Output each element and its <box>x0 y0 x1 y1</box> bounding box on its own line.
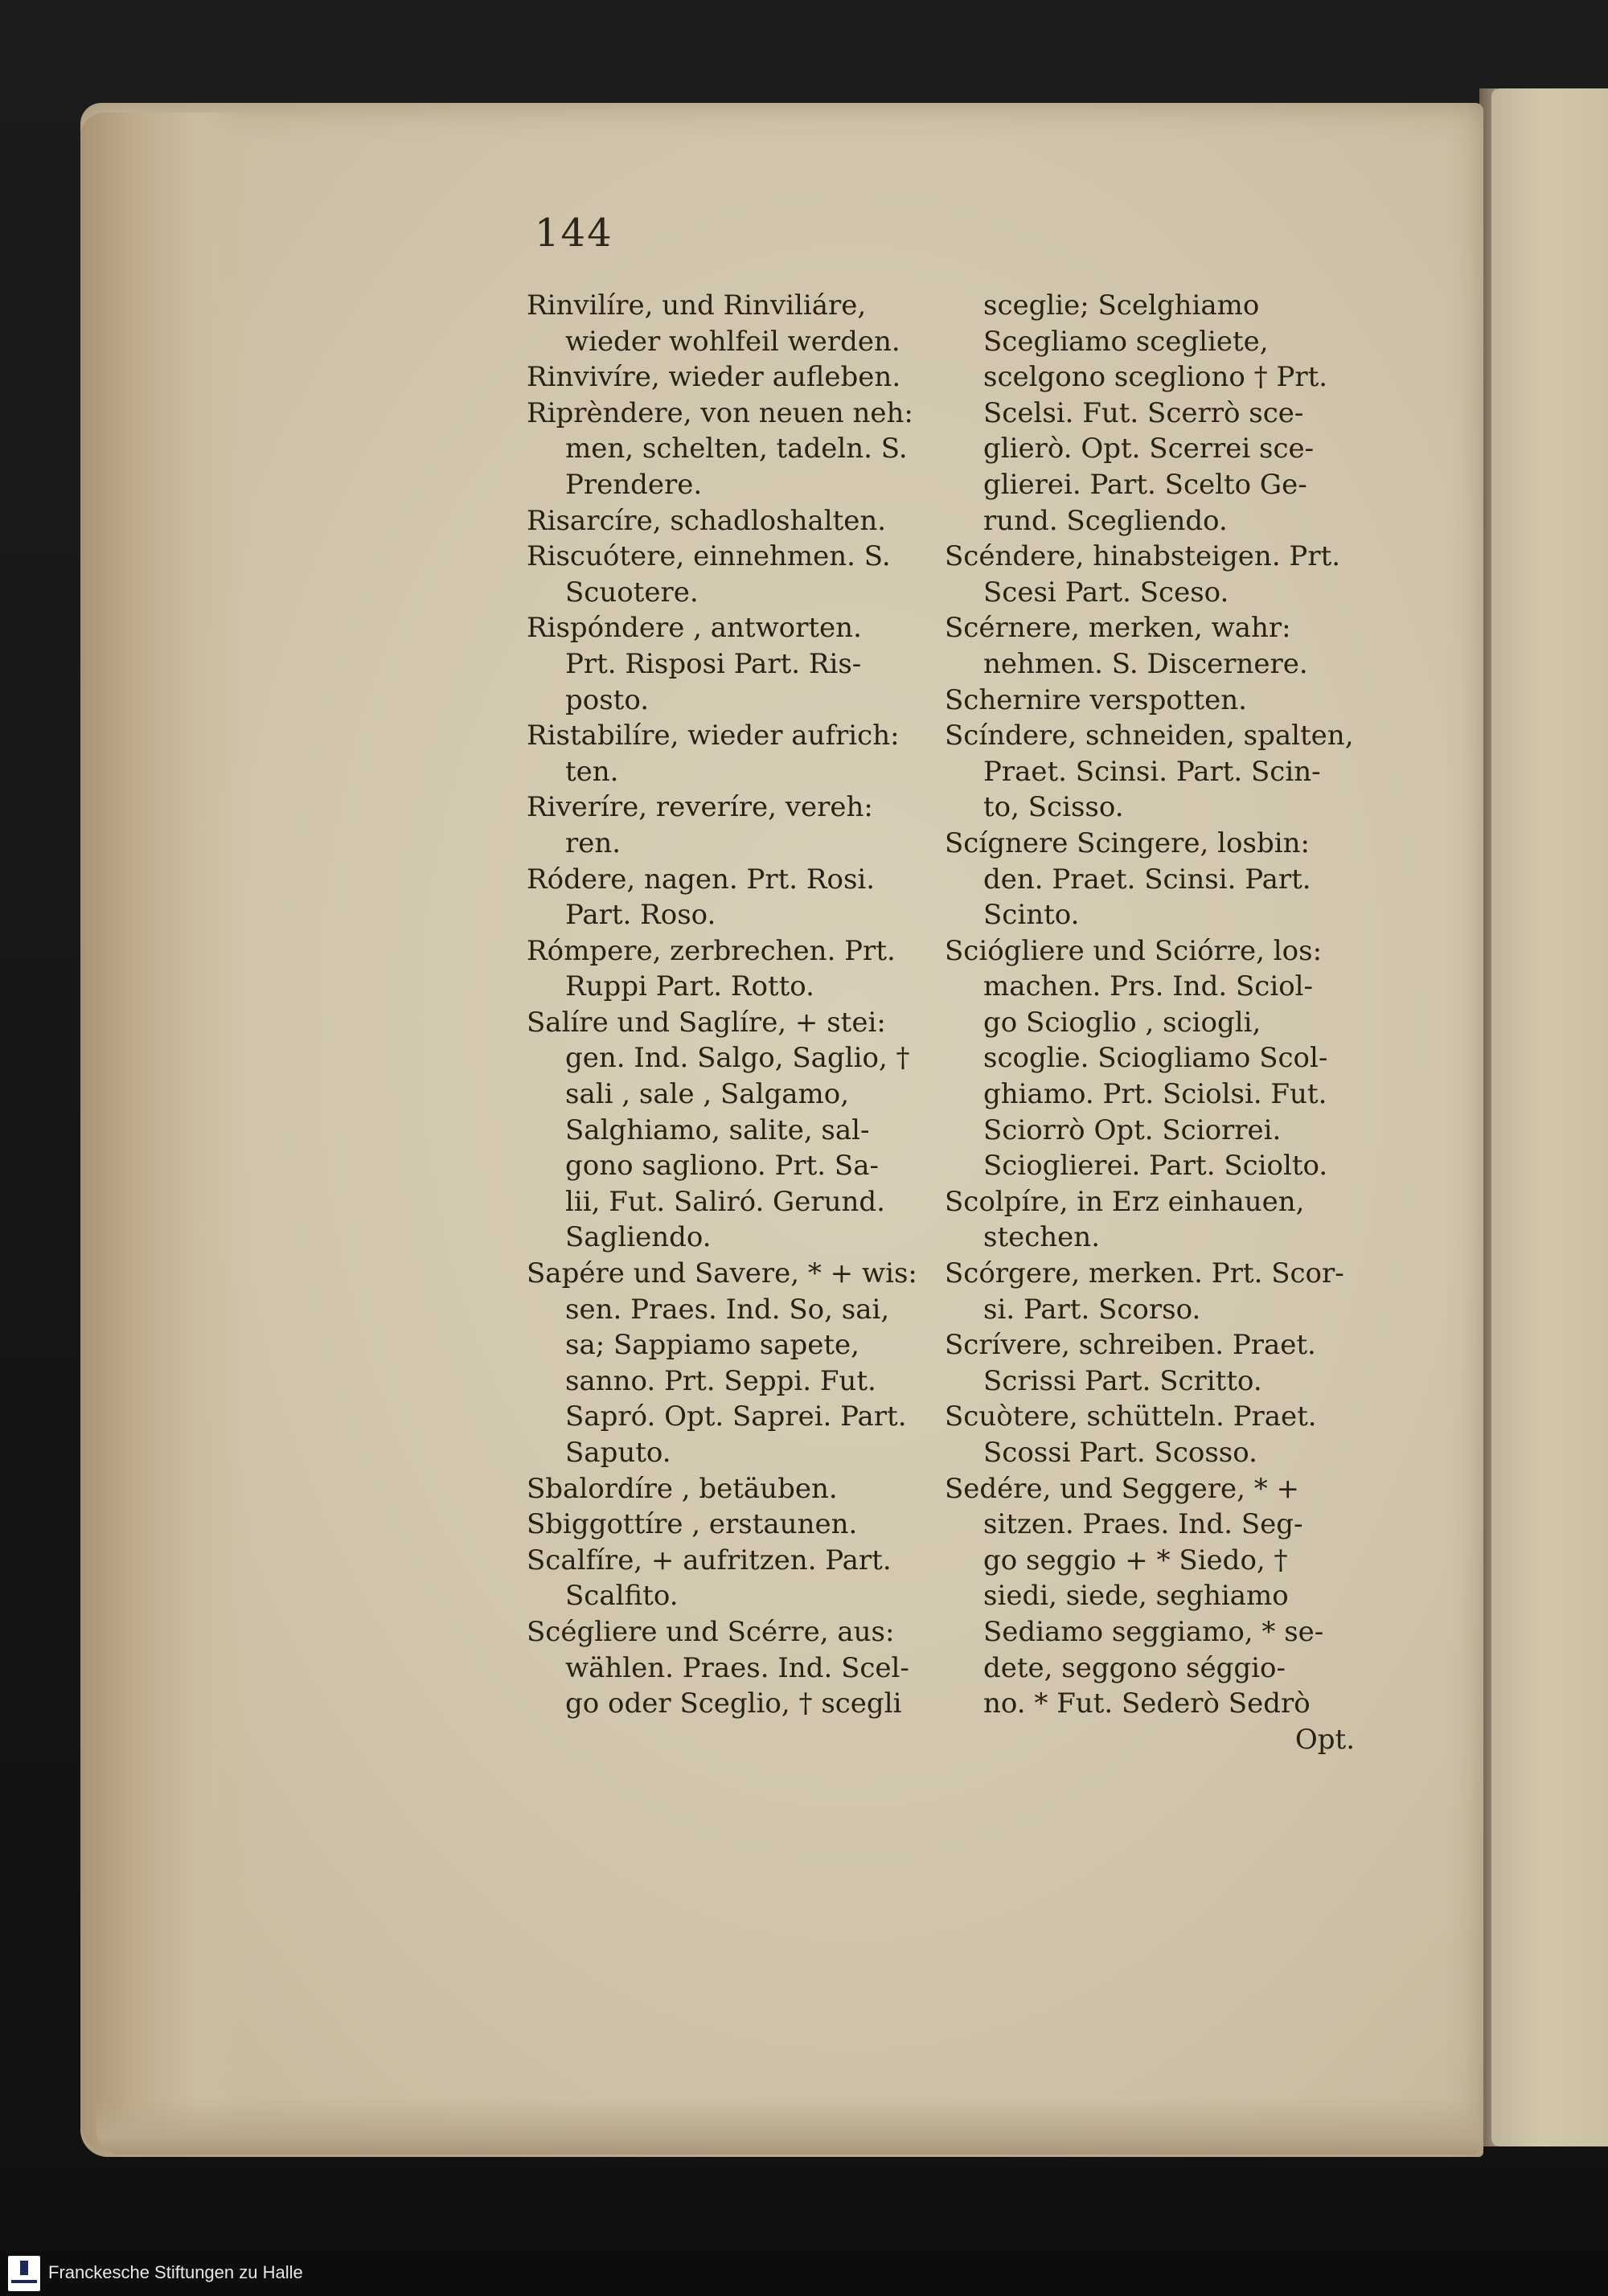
text-line: Scíndere, schneiden, spalten, <box>945 720 1354 752</box>
text-line: stechen. <box>983 1221 1100 1254</box>
logo-bar <box>11 2280 37 2283</box>
text-line: gen. Ind. Salgo, Saglio, † <box>565 1042 910 1075</box>
text-line: Risarcíre, schadloshalten. <box>527 504 887 537</box>
text-line: Rispóndere , antworten. <box>527 612 862 645</box>
institution-logo <box>8 2256 40 2291</box>
footer-credit: Franckesche Stiftungen zu Halle <box>48 2262 303 2282</box>
text-line: Rinvivíre, wieder aufleben. <box>527 361 901 394</box>
text-line: no. * Fut. Sederò Sedrò <box>983 1687 1311 1720</box>
text-line: Sapére und Savere, * + wis: <box>527 1257 917 1290</box>
text-line: Scioglierei. Part. Sciolto. <box>983 1150 1328 1183</box>
text-line: Rómpere, zerbrechen. Prt. <box>527 934 896 967</box>
text-line: to, Scisso. <box>983 791 1124 824</box>
text-line: glierei. Part. Scelto Ge- <box>983 468 1307 501</box>
text-line: dete, seggono séggio- <box>983 1651 1286 1684</box>
text-line: Scígnere Scingere, losbin: <box>945 826 1310 859</box>
text-line: scoglie. Sciogliamo Scol- <box>983 1042 1328 1075</box>
right-text-column <box>945 288 1355 1757</box>
text-line: Sbalordíre , betäuben. <box>527 1472 838 1505</box>
text-line: Saputo. <box>565 1437 671 1469</box>
text-line: Rinvilíre, und Rinviliáre, <box>527 289 867 322</box>
text-line: Scalfíre, + aufritzen. Part. <box>527 1544 892 1576</box>
text-line: ten. <box>565 755 619 788</box>
text-line: Schernire verspotten. <box>945 683 1247 716</box>
text-line: Salíre und Saglíre, + stei: <box>527 1006 886 1039</box>
text-line: Scéndere, hinabsteigen. Prt. <box>945 540 1341 573</box>
text-line: sanno. Prt. Seppi. Fut. <box>565 1364 876 1397</box>
text-line: Part. Roso. <box>565 899 716 932</box>
text-line: Sciorrò Opt. Sciorrei. <box>983 1113 1282 1146</box>
text-line: Sediamo seggiamo, * se- <box>983 1615 1324 1648</box>
text-line: Scérnere, merken, wahr: <box>945 612 1291 645</box>
text-line: den. Praet. Scinsi. Part. <box>983 863 1311 896</box>
text-line: scelgono scegliono † Prt. <box>983 361 1328 394</box>
text-line: go Scioglio , sciogli, <box>983 1006 1261 1039</box>
logo-mark <box>20 2261 28 2275</box>
text-line: Riprèndere, von neuen neh: <box>527 396 913 429</box>
text-line: Sapró. Opt. Saprei. Part. <box>565 1400 907 1433</box>
text-line: rund. Scegliendo. <box>983 504 1228 537</box>
text-line: siedi, siede, seghiamo <box>983 1580 1289 1613</box>
text-line: Scórgere, merken. Prt. Scor- <box>945 1257 1344 1290</box>
text-line: Scégliere und Scérre, aus: <box>527 1615 895 1648</box>
text-line: Scegliamo scegliete, <box>983 325 1269 358</box>
text-line: Salghiamo, salite, sal- <box>565 1113 870 1146</box>
text-line: go seggio + * Siedo, † <box>983 1544 1288 1576</box>
text-line: Prt. Risposi Part. Ris- <box>565 647 862 680</box>
text-line: machen. Prs. Ind. Sciol- <box>983 970 1314 1003</box>
text-line: Scolpíre, in Erz einhauen, <box>945 1185 1305 1218</box>
text-line: sen. Praes. Ind. So, sai, <box>565 1293 890 1326</box>
text-line: posto. <box>565 683 650 716</box>
next-page-edge <box>1491 88 1608 2146</box>
text-line: Scuotere. <box>565 576 699 609</box>
text-line: go oder Sceglio, † scegli <box>565 1687 902 1720</box>
text-line: Riscuótere, einnehmen. S. <box>527 540 891 573</box>
text-line: sali , sale , Salgamo, <box>565 1078 850 1111</box>
text-line: nehmen. S. Discernere. <box>983 647 1308 680</box>
text-line: Scossi Part. Scosso. <box>983 1437 1257 1469</box>
text-line: Ristabilíre, wieder aufrich: <box>527 720 900 752</box>
text-line: Sagliendo. <box>565 1221 712 1254</box>
text-line: men, schelten, tadeln. S. <box>565 433 908 465</box>
text-line: Scrissi Part. Scritto. <box>983 1364 1262 1397</box>
text-line: Scuòtere, schütteln. Praet. <box>945 1400 1317 1433</box>
text-line: wieder wohlfeil werden. <box>565 325 900 358</box>
text-line: Ruppi Part. Rotto. <box>565 970 814 1003</box>
text-line: wählen. Praes. Ind. Scel- <box>565 1651 909 1684</box>
text-line: Sedére, und Seggere, * + <box>945 1472 1300 1505</box>
text-line: Scesi Part. Sceso. <box>983 576 1229 609</box>
text-line: Scelsi. Fut. Scerrò sce- <box>983 396 1304 429</box>
page-edge-bottom <box>96 2098 1479 2155</box>
text-line: si. Part. Scorso. <box>983 1293 1201 1326</box>
text-line: Sciógliere und Sciórre, los: <box>945 934 1323 967</box>
text-line: ghiamo. Prt. Sciolsi. Fut. <box>983 1078 1327 1111</box>
page-edge-left <box>80 113 249 2155</box>
text-line: Opt. <box>1294 1723 1355 1756</box>
left-text-column <box>527 288 945 1722</box>
text-line: Praet. Scinsi. Part. Scin- <box>983 755 1321 788</box>
text-line: sitzen. Praes. Ind. Seg- <box>983 1508 1303 1541</box>
text-line: sa; Sappiamo sapete, <box>565 1329 859 1362</box>
text-line: gono sagliono. Prt. Sa- <box>565 1150 879 1183</box>
text-line: glierò. Opt. Scerrei sce- <box>983 433 1315 465</box>
text-line: Prendere. <box>565 468 703 501</box>
page-number: 144 <box>535 211 613 256</box>
text-line: Ródere, nagen. Prt. Rosi. <box>527 863 876 896</box>
text-line: sceglie; Scelghiamo <box>983 289 1260 322</box>
text-line: Sbiggottíre , erstaunen. <box>527 1508 858 1541</box>
text-line: Scinto. <box>983 899 1080 932</box>
text-line: Scrívere, schreiben. Praet. <box>945 1329 1316 1362</box>
text-line: lii, Fut. Saliró. Gerund. <box>565 1185 885 1218</box>
text-line: ren. <box>565 826 621 859</box>
text-line: Riveríre, reveríre, vereh: <box>527 791 873 824</box>
text-line: Scalfito. <box>565 1580 679 1613</box>
